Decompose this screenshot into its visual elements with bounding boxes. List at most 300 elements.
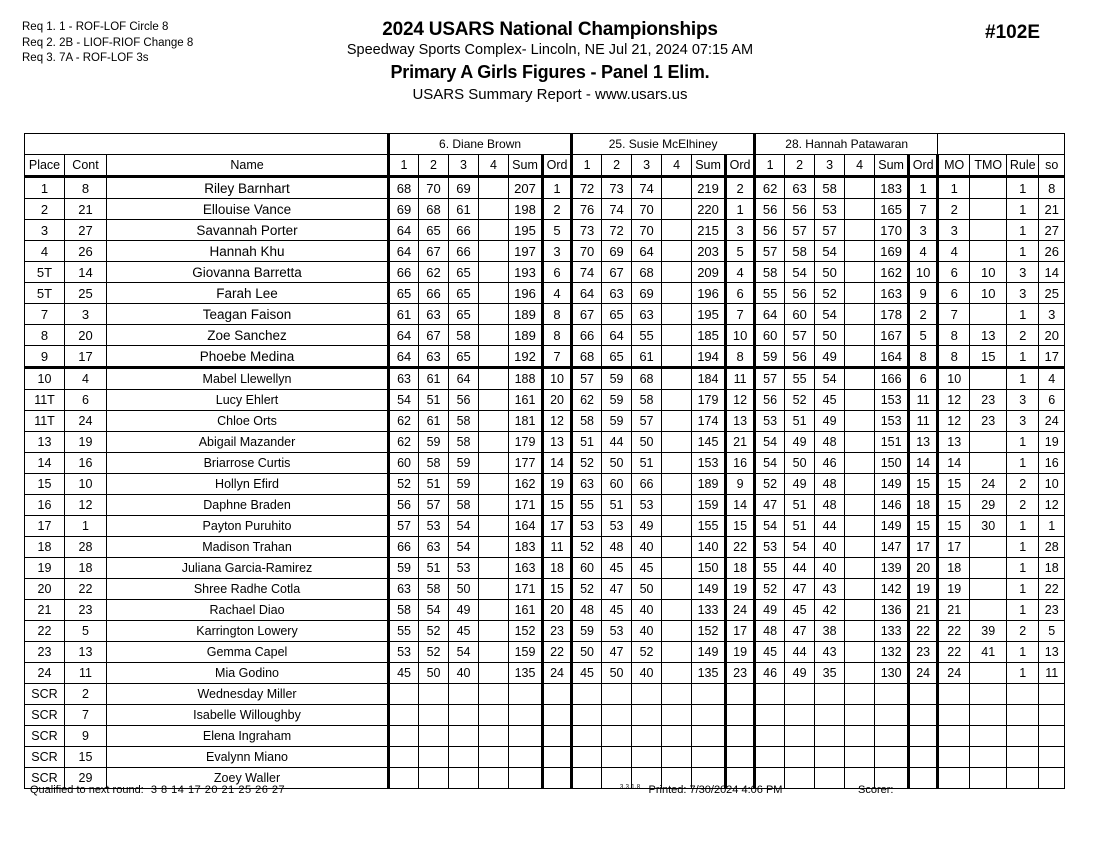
cell-j1-sum: 159 — [509, 642, 543, 663]
printed-text: Printed: 7/30/2024 4:06 PM — [648, 784, 783, 796]
cell-j3-fig2: 50 — [785, 453, 815, 474]
cell-j1-fig4 — [479, 368, 509, 390]
cell-j1-fig3: 65 — [449, 304, 479, 325]
cell-j2-fig2: 64 — [602, 325, 632, 346]
cell-j2-sum: 215 — [692, 220, 726, 241]
cell-j2-fig3: 50 — [632, 579, 662, 600]
table-row — [25, 600, 1065, 621]
cell-j3-sum: 139 — [875, 558, 909, 579]
cell-j1-sum: 164 — [509, 516, 543, 537]
cell-mo: 13 — [938, 432, 970, 453]
cell-j1-ord: 17 — [543, 516, 572, 537]
cell-j1-ord: 14 — [543, 453, 572, 474]
cell-j3-fig3: 35 — [815, 663, 845, 684]
col-header-mo: MO — [938, 155, 970, 177]
cell-j2-ord: 3 — [726, 220, 755, 241]
cell-j1-ord: 12 — [543, 411, 572, 432]
cell-j2-ord: 1 — [726, 199, 755, 220]
cell-j1-fig1: 56 — [389, 495, 419, 516]
cell-j3-fig3: 43 — [815, 579, 845, 600]
cell-j1-ord: 13 — [543, 432, 572, 453]
cell-j1-fig2: 65 — [419, 220, 449, 241]
cell-j3-fig4 — [845, 220, 875, 241]
cell-j1-fig4 — [479, 621, 509, 642]
cell-mo: 3 — [938, 220, 970, 241]
cell-name: Evalynn Miano — [107, 747, 389, 768]
requirement-line-2: Req 2. 2B - LIOF-RIOF Change 8 — [22, 36, 194, 49]
cell-j1-fig2 — [419, 684, 449, 705]
cell-j3-fig2: 56 — [785, 346, 815, 368]
cell-j3-sum — [875, 684, 909, 705]
cell-j2-fig4 — [662, 495, 692, 516]
table-body — [25, 177, 1065, 789]
cell-tmo — [970, 579, 1007, 600]
cell-j3-fig3: 44 — [815, 516, 845, 537]
cell-j3-ord — [909, 726, 938, 747]
cell-j2-ord: 15 — [726, 516, 755, 537]
cell-j3-fig2: 60 — [785, 304, 815, 325]
cell-j3-fig2: 47 — [785, 579, 815, 600]
cell-j3-fig1: 53 — [755, 411, 785, 432]
cell-j3-fig3: 57 — [815, 220, 845, 241]
cell-j2-fig4 — [662, 453, 692, 474]
cell-tmo — [970, 177, 1007, 199]
cell-mo: 2 — [938, 199, 970, 220]
table-row — [25, 705, 1065, 726]
version-text: 3.3.1.8 — [620, 784, 641, 791]
cell-j1-fig1: 58 — [389, 600, 419, 621]
cell-name: Hannah Khu — [107, 241, 389, 262]
cell-j3-fig4 — [845, 558, 875, 579]
cell-j2-fig4 — [662, 325, 692, 346]
cell-j2-fig4 — [662, 747, 692, 768]
cell-j3-fig3: 46 — [815, 453, 845, 474]
cell-cont: 15 — [65, 747, 107, 768]
cell-rule: 1 — [1007, 177, 1039, 199]
cell-place: SCR — [25, 747, 65, 768]
col-header-place: Place — [25, 155, 65, 177]
requirement-line-1: Req 1. 1 - ROF-LOF Circle 8 — [22, 21, 169, 33]
cell-j1-fig3: 45 — [449, 621, 479, 642]
cell-j2-fig3: 52 — [632, 642, 662, 663]
cell-j3-ord: 17 — [909, 537, 938, 558]
cell-j1-ord: 23 — [543, 621, 572, 642]
cell-name: Savannah Porter — [107, 220, 389, 241]
cell-j3-fig4 — [845, 262, 875, 283]
cell-j2-fig1: 62 — [572, 390, 602, 411]
cell-j1-fig3: 65 — [449, 262, 479, 283]
cell-j3-fig4 — [845, 600, 875, 621]
cell-j2-sum: 133 — [692, 600, 726, 621]
cell-j1-ord — [543, 684, 572, 705]
cell-cont: 14 — [65, 262, 107, 283]
venue-datetime: Speedway Sports Complex- Lincoln, NE Jul 21, 2024 07:15 AM — [346, 42, 754, 58]
cell-j3-fig4 — [845, 537, 875, 558]
cell-j3-fig3: 54 — [815, 304, 845, 325]
cell-j2-fig2: 59 — [602, 411, 632, 432]
cell-cont: 12 — [65, 495, 107, 516]
cell-place: 15 — [25, 474, 65, 495]
cell-j3-ord: 21 — [909, 600, 938, 621]
cell-place: SCR — [25, 768, 65, 789]
cell-j1-fig1: 62 — [389, 432, 419, 453]
cell-j2-sum: 152 — [692, 621, 726, 642]
cell-j1-fig3: 58 — [449, 411, 479, 432]
col-header-j3-fig2: 2 — [785, 155, 815, 177]
cell-j1-fig4 — [479, 453, 509, 474]
table-row — [25, 516, 1065, 537]
cell-rule: 1 — [1007, 537, 1039, 558]
cell-name: Madison Trahan — [107, 537, 389, 558]
cell-cont: 20 — [65, 325, 107, 346]
cell-so: 3 — [1039, 304, 1065, 325]
cell-mo — [938, 705, 970, 726]
cell-j2-fig1 — [572, 747, 602, 768]
cell-so: 25 — [1039, 283, 1065, 304]
cell-mo: 1 — [938, 177, 970, 199]
cell-j1-sum: 161 — [509, 390, 543, 411]
cell-j3-fig1 — [755, 705, 785, 726]
cell-j3-fig4 — [845, 663, 875, 684]
cell-tmo: 30 — [970, 516, 1007, 537]
cell-j1-sum: 179 — [509, 432, 543, 453]
cell-j1-fig4 — [479, 558, 509, 579]
cell-so: 26 — [1039, 241, 1065, 262]
table-row — [25, 411, 1065, 432]
col-header-j2-sum: Sum — [692, 155, 726, 177]
cell-tmo — [970, 726, 1007, 747]
cell-place: 17 — [25, 516, 65, 537]
cell-so: 24 — [1039, 411, 1065, 432]
cell-j1-sum: 198 — [509, 199, 543, 220]
cell-j1-ord — [543, 747, 572, 768]
cell-j3-ord: 9 — [909, 283, 938, 304]
cell-j3-fig1: 58 — [755, 262, 785, 283]
cell-j1-fig1: 60 — [389, 453, 419, 474]
col-header-j3-fig4: 4 — [845, 155, 875, 177]
cell-tmo: 24 — [970, 474, 1007, 495]
cell-mo: 15 — [938, 474, 970, 495]
cell-j1-fig3: 58 — [449, 495, 479, 516]
cell-j1-ord: 10 — [543, 368, 572, 390]
cell-place: 24 — [25, 663, 65, 684]
cell-tmo — [970, 453, 1007, 474]
cell-j3-fig2: 49 — [785, 474, 815, 495]
cell-j2-fig1: 68 — [572, 346, 602, 368]
cell-j2-sum — [692, 726, 726, 747]
cell-mo: 22 — [938, 621, 970, 642]
cell-j2-fig4 — [662, 474, 692, 495]
cell-j3-fig4 — [845, 642, 875, 663]
cell-j3-fig1 — [755, 726, 785, 747]
cell-j1-fig4 — [479, 220, 509, 241]
cell-j2-ord: 19 — [726, 579, 755, 600]
cell-j2-fig3: 68 — [632, 368, 662, 390]
cell-rule: 3 — [1007, 411, 1039, 432]
cell-place: 22 — [25, 621, 65, 642]
cell-name: Chloe Orts — [107, 411, 389, 432]
cell-j2-fig1 — [572, 684, 602, 705]
cell-cont: 23 — [65, 600, 107, 621]
table-row — [25, 432, 1065, 453]
cell-so: 16 — [1039, 453, 1065, 474]
cell-j3-ord: 15 — [909, 516, 938, 537]
cell-tmo: 10 — [970, 262, 1007, 283]
cell-mo: 12 — [938, 390, 970, 411]
cell-j1-sum: 183 — [509, 537, 543, 558]
cell-j2-fig2: 59 — [602, 368, 632, 390]
table-row — [25, 304, 1065, 325]
cell-j1-fig1: 65 — [389, 283, 419, 304]
cell-j1-ord: 8 — [543, 304, 572, 325]
col-header-name: Name — [107, 155, 389, 177]
title-block — [0, 18, 1100, 105]
cell-cont: 4 — [65, 368, 107, 390]
cell-tmo: 23 — [970, 390, 1007, 411]
cell-j3-fig2: 44 — [785, 558, 815, 579]
cell-j1-sum: 163 — [509, 558, 543, 579]
cell-j1-fig2: 70 — [419, 177, 449, 199]
cell-j3-fig3: 38 — [815, 621, 845, 642]
cell-mo: 8 — [938, 325, 970, 346]
cell-j1-fig2 — [419, 747, 449, 768]
cell-j3-fig1: 56 — [755, 390, 785, 411]
col-header-j2-fig4: 4 — [662, 155, 692, 177]
cell-j3-ord: 22 — [909, 621, 938, 642]
cell-j3-fig2 — [785, 684, 815, 705]
judge-band-tail — [938, 134, 1065, 155]
cell-name: Isabelle Willoughby — [107, 705, 389, 726]
cell-j3-sum: 164 — [875, 346, 909, 368]
cell-j2-sum: 140 — [692, 537, 726, 558]
cell-name: Rachael Diao — [107, 600, 389, 621]
table-row — [25, 642, 1065, 663]
cell-j3-fig4 — [845, 516, 875, 537]
cell-j3-fig3 — [815, 684, 845, 705]
cell-j3-fig4 — [845, 283, 875, 304]
cell-j3-ord: 11 — [909, 390, 938, 411]
table-row — [25, 453, 1065, 474]
col-header-rule: Rule — [1007, 155, 1039, 177]
cell-cont: 27 — [65, 220, 107, 241]
cell-j1-fig1: 59 — [389, 558, 419, 579]
cell-j1-fig4 — [479, 390, 509, 411]
cell-rule: 1 — [1007, 600, 1039, 621]
cell-j3-sum: 151 — [875, 432, 909, 453]
cell-j1-fig2 — [419, 705, 449, 726]
table-row — [25, 474, 1065, 495]
cell-place: 8 — [25, 325, 65, 346]
cell-j3-sum: 149 — [875, 516, 909, 537]
cell-j2-fig3: 70 — [632, 220, 662, 241]
championship-title: 2024 USARS National Championships — [382, 19, 718, 40]
cell-j2-fig2: 59 — [602, 390, 632, 411]
cell-j2-fig1: 73 — [572, 220, 602, 241]
cell-j2-fig4 — [662, 262, 692, 283]
judge-panel-2-label: 25. Susie McElhiney — [572, 134, 755, 155]
cell-j1-fig2: 51 — [419, 558, 449, 579]
cell-j1-ord: 18 — [543, 558, 572, 579]
cell-j3-fig1: 54 — [755, 453, 785, 474]
cell-cont: 3 — [65, 304, 107, 325]
cell-cont: 7 — [65, 705, 107, 726]
cell-j2-fig4 — [662, 241, 692, 262]
cell-j2-fig1: 51 — [572, 432, 602, 453]
cell-rule: 3 — [1007, 390, 1039, 411]
cell-j3-sum: 147 — [875, 537, 909, 558]
results-table — [24, 133, 1065, 789]
cell-j2-fig4 — [662, 663, 692, 684]
cell-j1-fig2: 63 — [419, 537, 449, 558]
cell-j1-fig2: 51 — [419, 390, 449, 411]
cell-j1-ord — [543, 726, 572, 747]
cell-j2-fig3: 50 — [632, 432, 662, 453]
cell-j1-fig2: 67 — [419, 241, 449, 262]
cell-j3-fig3: 40 — [815, 537, 845, 558]
col-header-j2-fig1: 1 — [572, 155, 602, 177]
cell-so: 10 — [1039, 474, 1065, 495]
cell-j1-sum: 181 — [509, 411, 543, 432]
col-header-j3-fig3: 3 — [815, 155, 845, 177]
cell-j1-fig1 — [389, 684, 419, 705]
cell-j2-sum — [692, 747, 726, 768]
cell-j3-fig4 — [845, 368, 875, 390]
cell-rule — [1007, 705, 1039, 726]
cell-j2-fig4 — [662, 368, 692, 390]
cell-mo: 6 — [938, 283, 970, 304]
judge-band-row — [25, 134, 1065, 155]
cell-j1-ord: 8 — [543, 325, 572, 346]
cell-j1-fig3: 59 — [449, 474, 479, 495]
cell-j2-sum — [692, 705, 726, 726]
cell-j2-sum: 219 — [692, 177, 726, 199]
cell-j3-ord: 3 — [909, 220, 938, 241]
cell-place: 11T — [25, 390, 65, 411]
cell-j2-fig4 — [662, 411, 692, 432]
cell-so: 18 — [1039, 558, 1065, 579]
cell-j3-sum: 142 — [875, 579, 909, 600]
cell-j1-fig3 — [449, 705, 479, 726]
cell-j1-ord — [543, 705, 572, 726]
cell-j2-ord — [726, 726, 755, 747]
cell-j3-fig3: 53 — [815, 199, 845, 220]
cell-name: Juliana Garcia-Ramirez — [107, 558, 389, 579]
cell-j1-fig2: 51 — [419, 474, 449, 495]
cell-j2-fig3: 68 — [632, 262, 662, 283]
cell-j3-fig1: 54 — [755, 432, 785, 453]
cell-j2-sum: 189 — [692, 474, 726, 495]
cell-j3-ord: 11 — [909, 411, 938, 432]
cell-j2-ord: 23 — [726, 663, 755, 684]
cell-j1-fig4 — [479, 663, 509, 684]
cell-j3-fig4 — [845, 474, 875, 495]
cell-j1-fig2: 52 — [419, 642, 449, 663]
cell-rule: 2 — [1007, 495, 1039, 516]
cell-j1-fig3: 53 — [449, 558, 479, 579]
cell-j1-ord: 5 — [543, 220, 572, 241]
cell-j2-fig3: 63 — [632, 304, 662, 325]
cell-rule: 2 — [1007, 474, 1039, 495]
cell-j2-fig1: 66 — [572, 325, 602, 346]
cell-cont: 28 — [65, 537, 107, 558]
cell-j1-fig4 — [479, 474, 509, 495]
cell-rule — [1007, 747, 1039, 768]
cell-j2-fig2: 51 — [602, 495, 632, 516]
cell-j1-fig3: 64 — [449, 368, 479, 390]
event-title: Primary A Girls Figures - Panel 1 Elim. — [390, 62, 710, 82]
cell-j2-fig4 — [662, 684, 692, 705]
cell-j3-fig2: 63 — [785, 177, 815, 199]
cell-j1-fig2: 57 — [419, 495, 449, 516]
cell-j1-fig3: 61 — [449, 199, 479, 220]
cell-so: 4 — [1039, 368, 1065, 390]
cell-j3-sum: 149 — [875, 474, 909, 495]
cell-j3-fig2: 56 — [785, 199, 815, 220]
cell-j1-fig1: 57 — [389, 516, 419, 537]
cell-j2-sum: 159 — [692, 495, 726, 516]
cell-j1-sum: 196 — [509, 283, 543, 304]
cell-j1-fig4 — [479, 600, 509, 621]
cell-j3-fig4 — [845, 346, 875, 368]
cell-name: Lucy Ehlert — [107, 390, 389, 411]
cell-j1-fig3: 66 — [449, 241, 479, 262]
cell-j1-fig2: 59 — [419, 432, 449, 453]
cell-j1-fig3: 58 — [449, 432, 479, 453]
cell-place: 11T — [25, 411, 65, 432]
col-header-j1-sum: Sum — [509, 155, 543, 177]
cell-place: 18 — [25, 537, 65, 558]
cell-place: 2 — [25, 199, 65, 220]
cell-j2-fig3 — [632, 726, 662, 747]
cell-j3-fig2: 51 — [785, 516, 815, 537]
cell-j1-fig2: 62 — [419, 262, 449, 283]
cell-j3-sum: 146 — [875, 495, 909, 516]
cell-j3-fig2: 51 — [785, 411, 815, 432]
cell-j2-ord: 12 — [726, 390, 755, 411]
cell-j1-sum: 188 — [509, 368, 543, 390]
cell-mo: 6 — [938, 262, 970, 283]
cell-j1-ord: 6 — [543, 262, 572, 283]
cell-j1-fig3: 59 — [449, 453, 479, 474]
cell-j2-ord: 13 — [726, 411, 755, 432]
table-row — [25, 726, 1065, 747]
cell-j3-fig4 — [845, 747, 875, 768]
judge-panel-1-label: 6. Diane Brown — [389, 134, 572, 155]
cell-j2-fig3: 40 — [632, 537, 662, 558]
cell-j2-fig3: 58 — [632, 390, 662, 411]
cell-cont: 18 — [65, 558, 107, 579]
cell-j2-sum: 149 — [692, 642, 726, 663]
cell-j1-sum — [509, 747, 543, 768]
cell-j3-fig4 — [845, 495, 875, 516]
cell-cont: 6 — [65, 390, 107, 411]
cell-j1-ord: 2 — [543, 199, 572, 220]
cell-j2-fig2: 53 — [602, 621, 632, 642]
cell-j3-sum: 153 — [875, 411, 909, 432]
cell-j1-fig2: 67 — [419, 325, 449, 346]
cell-j2-ord: 9 — [726, 474, 755, 495]
cell-mo — [938, 684, 970, 705]
cell-name: Ellouise Vance — [107, 199, 389, 220]
cell-j1-fig1: 62 — [389, 411, 419, 432]
cell-j2-fig3: 61 — [632, 346, 662, 368]
cell-j2-ord: 16 — [726, 453, 755, 474]
cell-j1-fig4 — [479, 516, 509, 537]
cell-j1-sum: 189 — [509, 304, 543, 325]
cell-j2-fig2 — [602, 747, 632, 768]
cell-j2-fig2: 67 — [602, 262, 632, 283]
cell-mo: 10 — [938, 368, 970, 390]
